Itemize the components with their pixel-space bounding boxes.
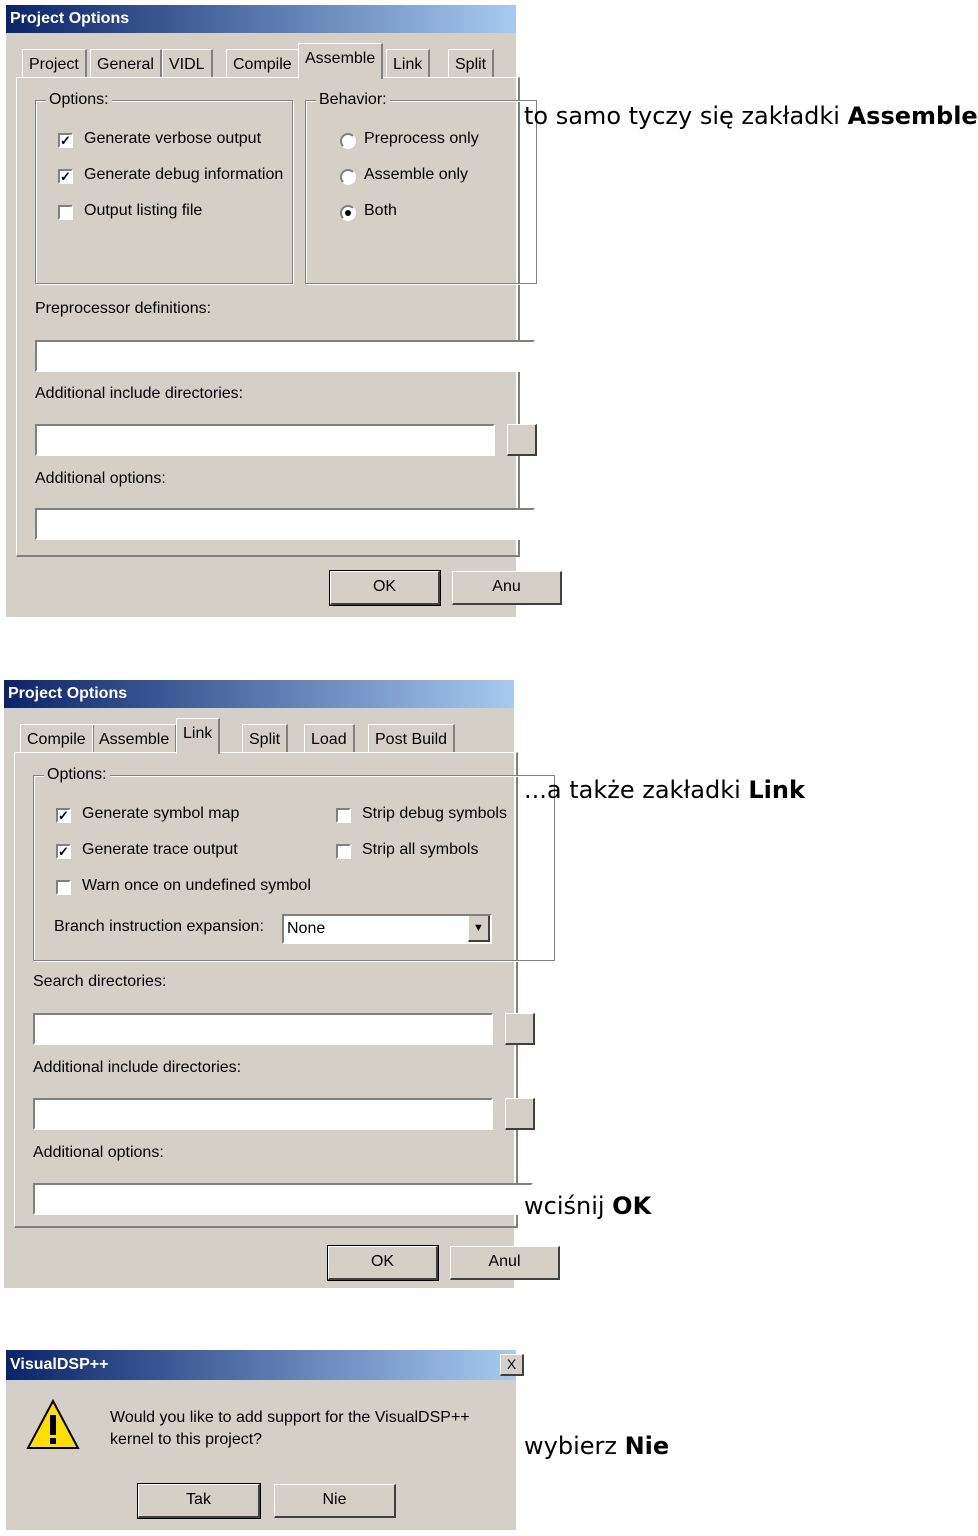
close-icon: X (506, 1356, 517, 1372)
tab-assemble[interactable]: Assemble (298, 43, 383, 79)
verbose-output-label: Generate verbose output (84, 130, 262, 147)
preprocess-only-radio[interactable] (340, 133, 356, 149)
strip-debug-checkbox[interactable] (336, 808, 351, 823)
listing-file-checkbox[interactable] (58, 205, 73, 220)
message-line-1: Would you like to add support for the VisualDSP++ (110, 1409, 470, 1426)
tab-panel (14, 752, 518, 1228)
preprocessor-input[interactable] (35, 340, 535, 372)
caption-ok: wciśnij OK (524, 1192, 652, 1220)
title-bar: Project Options (4, 680, 514, 708)
tab-panel (16, 77, 520, 557)
tab-split[interactable]: Split (242, 724, 288, 752)
dialog-title: VisualDSP++ (10, 1356, 109, 1373)
warning-icon (26, 1398, 80, 1452)
include-dirs-label: Additional include directories: (35, 385, 244, 402)
symbol-map-label: Generate symbol map (82, 805, 240, 822)
options-label: Options: (44, 766, 110, 784)
strip-debug-label: Strip debug symbols (362, 805, 507, 822)
assemble-dialog-screenshot (6, 5, 521, 617)
browse-include-button[interactable] (505, 1098, 535, 1130)
visualdsp-dialog-screenshot (6, 1350, 516, 1530)
tab-load[interactable]: Load (304, 724, 355, 752)
strip-all-checkbox[interactable] (336, 844, 351, 859)
additional-options-input[interactable] (33, 1183, 533, 1215)
listing-file-label: Output listing file (84, 202, 203, 219)
message-line-2: kernel to this project? (110, 1431, 263, 1448)
tab-post-build[interactable]: Post Build (368, 724, 455, 752)
cancel-button[interactable]: Anul (450, 1246, 560, 1280)
no-button[interactable]: Nie (274, 1484, 396, 1518)
ok-button[interactable]: OK (328, 1246, 438, 1280)
additional-options-label: Additional options: (35, 470, 166, 487)
tab-compile[interactable]: Compile (20, 724, 94, 752)
include-dirs-input[interactable] (35, 424, 495, 456)
branch-expansion-select[interactable] (282, 914, 492, 944)
chevron-down-icon[interactable]: ▼ (468, 916, 490, 942)
trace-output-checkbox[interactable]: ✓ (56, 844, 71, 859)
link-dialog-screenshot (4, 680, 521, 1288)
branch-expansion-label: Branch instruction expansion: (54, 918, 264, 935)
cancel-button[interactable]: Anu (452, 571, 562, 605)
behavior-group (305, 91, 537, 284)
tab-vidl[interactable]: VIDL (162, 49, 213, 77)
both-label: Both (364, 202, 397, 219)
debug-info-label: Generate debug information (84, 166, 284, 183)
branch-expansion-value: None (287, 920, 326, 937)
tab-general[interactable]: General (90, 49, 162, 77)
yes-button[interactable]: Tak (138, 1484, 260, 1518)
ok-button[interactable]: OK (330, 571, 440, 605)
browse-search-button[interactable] (505, 1013, 535, 1045)
title-bar (6, 1350, 516, 1380)
both-radio[interactable] (340, 205, 356, 221)
trace-output-label: Generate trace output (82, 841, 238, 858)
search-dirs-label: Search directories: (33, 973, 167, 990)
behavior-label: Behavior: (316, 91, 390, 109)
assemble-only-label: Assemble only (364, 166, 469, 183)
title-bar: Project Options (6, 5, 516, 33)
caption-nie: wybierz Nie (524, 1432, 670, 1460)
preprocessor-label: Preprocessor definitions: (35, 300, 212, 317)
strip-all-label: Strip all symbols (362, 841, 479, 858)
additional-options-input[interactable] (35, 508, 535, 540)
tab-compile[interactable]: Compile (226, 49, 300, 77)
options-group (35, 91, 293, 284)
options-label: Options: (46, 91, 112, 109)
symbol-map-checkbox[interactable]: ✓ (56, 808, 71, 823)
debug-info-checkbox[interactable]: ✓ (58, 169, 73, 184)
caption-link: ...a także zakładki Link (524, 776, 805, 804)
tab-link[interactable]: Link (386, 49, 430, 77)
include-dirs-label: Additional include directories: (33, 1059, 242, 1076)
options-group (33, 766, 555, 961)
assemble-only-radio[interactable] (340, 169, 356, 185)
tab-split[interactable]: Split (448, 49, 494, 77)
preprocess-only-label: Preprocess only (364, 130, 479, 147)
verbose-output-checkbox[interactable]: ✓ (58, 133, 73, 148)
browse-include-button[interactable] (507, 424, 537, 456)
additional-options-label: Additional options: (33, 1144, 164, 1161)
tab-assemble[interactable]: Assemble (92, 724, 177, 752)
warn-once-checkbox[interactable] (56, 880, 71, 895)
close-button[interactable] (500, 1354, 524, 1376)
search-dirs-input[interactable] (33, 1013, 493, 1045)
caption-assemble: to samo tyczy się zakładki Assemble (524, 102, 978, 130)
warn-once-label: Warn once on undefined symbol (82, 877, 311, 894)
tab-link[interactable]: Link (176, 718, 220, 754)
include-dirs-input[interactable] (33, 1098, 493, 1130)
tab-project[interactable]: Project (22, 49, 87, 77)
